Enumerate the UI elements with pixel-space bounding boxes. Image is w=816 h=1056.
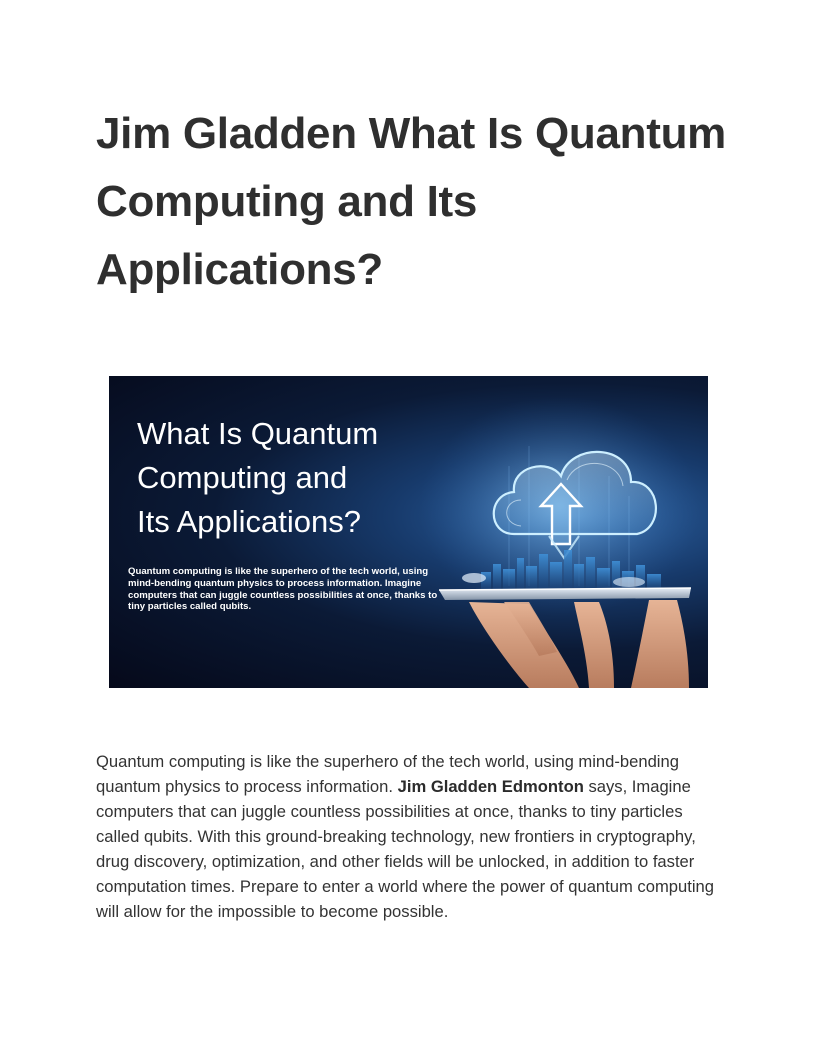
article-paragraph <box>96 749 720 924</box>
banner-heading-line: What Is Quantum <box>137 416 379 451</box>
page-title: Jim Gladden What Is Quantum Computing and Its Applications? <box>96 109 726 294</box>
banner-heading <box>137 412 467 544</box>
banner-caption: Quantum computing is like the superhero of the tech world, using mind-bending quantum physics to process information. Imagine computers that can juggle countless possibilities at once, thanks to tiny particles called qubits. <box>128 566 438 613</box>
author-name: Jim Gladden Edmonton <box>397 777 584 796</box>
banner-heading-line: Its Applications? <box>137 504 362 539</box>
tablet-device <box>439 588 691 600</box>
article-banner-image <box>109 376 708 688</box>
paragraph-text: says, Imagine computers that can juggle countless possibilities at once, thanks to tiny particles called qubits. With this ground-breaking technology, new frontiers in cryptography, drug discovery, optimization, and other fields will be unlocked, in addition to faster computation times. Prepare to enter a world where the power of quantum computing will allow for the impossible to become possible. <box>96 777 714 921</box>
paragraph-text: Quantum computing is like the superhero of the tech world, using mind-bending quantum physics to process information. <box>96 752 679 796</box>
hand-image <box>469 600 689 688</box>
banner-heading-line: Computing and <box>137 460 348 495</box>
